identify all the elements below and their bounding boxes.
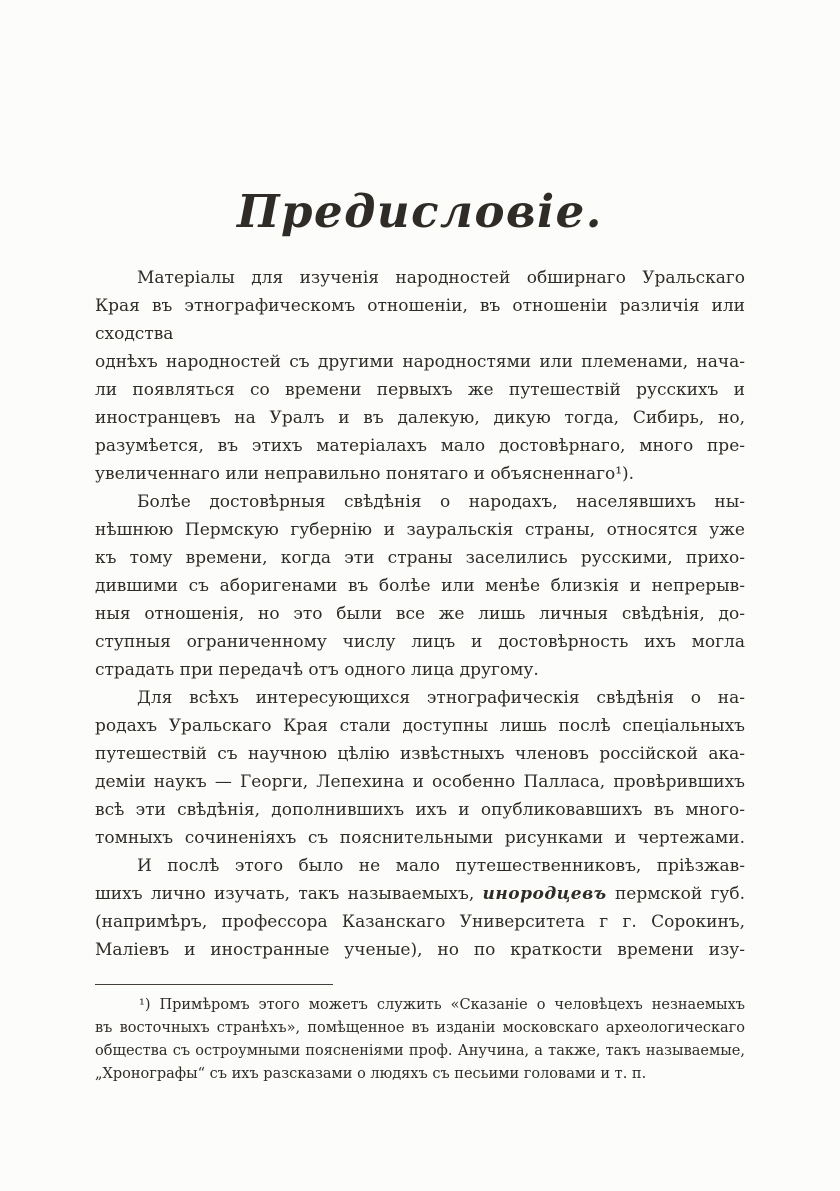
text-line: томныхъ сочиненіяхъ съ пояснительными рисунками и чертежами. <box>95 828 745 848</box>
body-text <box>95 264 745 1086</box>
paragraph-1 <box>95 264 745 488</box>
footnote-line: ¹) Примѣромъ этого можетъ служить «Сказаніе о человѣцехъ незнаемыхъ <box>139 997 745 1013</box>
text-line: Матеріалы для изученія народностей обширнаго Уральскаго <box>137 268 745 288</box>
text-line: И послѣ этого было не мало путешественниковъ, пріѣзжав- <box>137 856 745 876</box>
paragraph-2 <box>95 488 745 684</box>
text-line: деміи наукъ — Георги, Лепехина и особенно Палласа, провѣрившихъ <box>95 772 745 792</box>
page-title: Предисловіе. <box>237 185 603 238</box>
text-line: Болѣе достовѣрныя свѣдѣнія о народахъ, населявшихъ ны- <box>137 492 745 512</box>
text-line: увеличеннаго или неправильно понятаго и объясненнаго¹). <box>95 464 635 484</box>
text-line: всѣ эти свѣдѣнія, дополнившихъ ихъ и опубликовавшихъ въ много- <box>95 800 745 820</box>
footnote-separator <box>95 984 333 985</box>
text-line: къ тому времени, когда эти страны заселились русскими, прихо- <box>95 548 745 568</box>
footnote-line: „Хронографы“ съ ихъ разсказами о людяхъ съ песьими головами и т. п. <box>95 1066 647 1082</box>
text-segment: пермской губ. <box>614 884 745 904</box>
text-line: родахъ Уральскаго Края стали доступны лишь послѣ спеціальныхъ <box>95 716 745 736</box>
text-line: однѣхъ народностей съ другими народностями или племенами, нача- <box>95 352 745 372</box>
text-line: (напримѣръ, профессора Казанскаго Университета г г. Сорокинъ, <box>95 912 745 932</box>
text-line <box>95 880 745 908</box>
text-line: иностранцевъ на Уралъ и въ далекую, дикую тогда, Сибирь, но, <box>95 408 745 428</box>
text-line: путешествій съ научною цѣлію извѣстныхъ членовъ россійской ака- <box>95 744 745 764</box>
text-line: разумѣется, въ этихъ матеріалахъ мало достовѣрнаго, много пре- <box>95 436 745 456</box>
text-line: Для всѣхъ интересующихся этнографическія свѣдѣнія о на- <box>137 688 745 708</box>
text-line: страдать при передачѣ отъ одного лица другому. <box>95 660 539 680</box>
text-line: нѣшнюю Пермскую губернію и зауральскія страны, относятся уже <box>95 520 745 540</box>
text-segment: шихъ лично изучать, такъ называемыхъ, <box>95 884 483 904</box>
text-line: Края въ этнографическомъ отношеніи, въ отношеніи различія или сходства <box>95 296 745 344</box>
paragraph-4 <box>95 852 745 964</box>
text-line: Маліевъ и иностранные ученые), но по краткости времени изу- <box>95 940 745 960</box>
text-line: дившими съ аборигенами въ болѣе или менѣе близкія и непрерыв- <box>95 576 745 596</box>
paragraph-3 <box>95 684 745 852</box>
footnote-line: общества съ остроумными поясненіями проф. Анучина, а также, такъ называемые, <box>95 1043 745 1059</box>
text-line: ныя отношенія, но это были все же лишь личныя свѣдѣнія, до- <box>95 604 745 624</box>
footnote <box>95 994 745 1086</box>
emphasized-term: инородцевъ <box>482 884 607 904</box>
text-line: ступныя ограниченному числу лицъ и достовѣрность ихъ могла <box>95 632 745 652</box>
footnote-line: въ восточныхъ странѣхъ», помѣщенное въ изданіи московскаго археологическаго <box>95 1020 745 1036</box>
text-line: ли появляться со времени первыхъ же путешествій русскихъ и <box>95 380 745 400</box>
